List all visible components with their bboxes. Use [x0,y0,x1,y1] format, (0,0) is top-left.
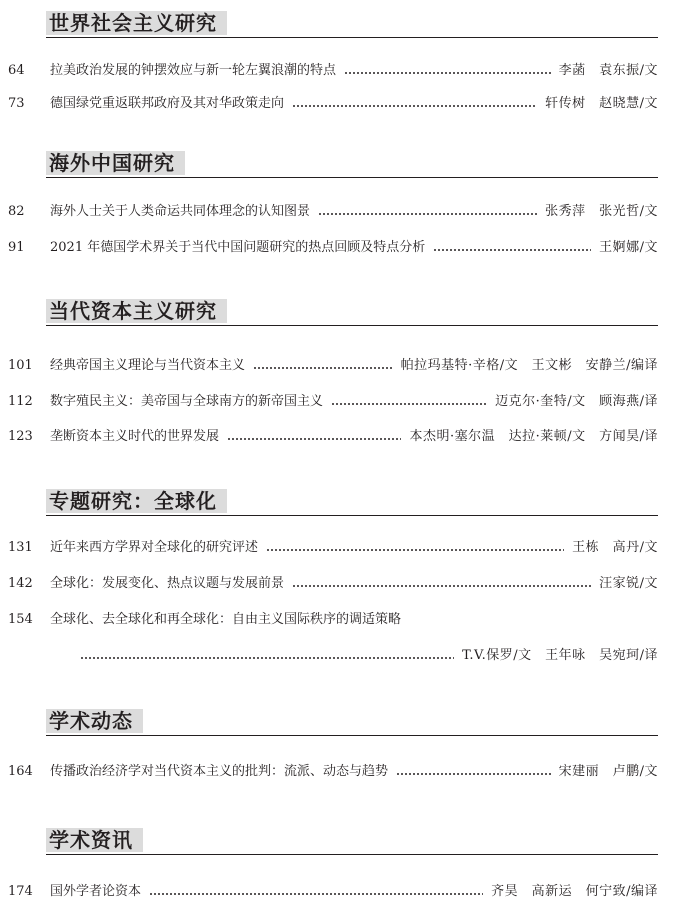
page-number: 112 [8,394,33,409]
entry-title: 海外人士关于人类命运共同体理念的认知图景 [50,204,311,219]
toc-entry[interactable] [0,882,678,902]
entry-authors: 李菡 袁东振/文 [558,63,658,78]
page-number: 131 [8,540,33,555]
toc-entry[interactable] [0,574,678,594]
entry-title: 近年来西方学界对全球化的研究评述 [50,540,259,555]
section-title: 海外中国研究 [46,151,185,175]
entry-authors: 轩传树 赵晓慧/文 [545,96,658,111]
toc-entry[interactable] [0,392,678,412]
dot-leader [80,657,454,659]
entry-title: 垄断资本主义时代的世界发展 [50,429,220,444]
dot-leader [266,549,564,551]
toc-entry[interactable] [0,427,678,447]
section-header [46,707,658,736]
entry-authors: 齐昊 高新运 何宁致/编译 [491,884,658,899]
dot-leader [396,773,551,775]
page-number: 154 [8,612,33,627]
toc-entry[interactable] [0,762,678,782]
page-number: 123 [8,429,33,444]
page-number: 101 [8,358,33,373]
toc-entry[interactable] [0,538,678,558]
toc-entry[interactable] [0,94,678,114]
entry-title: 数字殖民主义：美帝国与全球南方的新帝国主义 [50,394,324,409]
page-number: 142 [8,576,33,591]
section-title: 世界社会主义研究 [46,11,227,35]
page-number: 82 [8,204,25,219]
toc-entry[interactable] [0,202,678,222]
entry-authors: T.V.保罗/文 王年咏 吴宛珂/译 [462,648,658,663]
section-header [46,9,658,38]
dot-leader [292,585,591,587]
toc-entry[interactable] [0,61,678,81]
section-header [46,297,658,326]
page-number: 164 [8,764,33,779]
dot-leader [292,105,537,107]
entry-authors: 迈克尔·奎特/文 顾海燕/译 [495,394,658,409]
entry-title: 拉美政治发展的钟摆效应与新一轮左翼浪潮的特点 [50,63,337,78]
page-number: 73 [8,96,25,111]
dot-leader [149,893,483,895]
entry-title: 经典帝国主义理论与当代资本主义 [50,358,246,373]
toc-entry[interactable] [0,610,678,666]
entry-title: 国外学者论资本 [50,884,142,899]
entry-title: 2021 年德国学术界关于当代中国问题研究的热点回顾及特点分析 [50,240,426,255]
section-title: 专题研究：全球化 [46,489,227,513]
entry-authors: 王婀娜/文 [599,240,658,255]
entry-title: 传播政治经济学对当代资本主义的批判：流派、动态与趋势 [50,764,389,779]
entry-authors: 本杰明·塞尔温 达拉·莱顿/文 方闻昊/译 [409,429,658,444]
entry-title: 全球化、去全球化和再全球化：自由主义国际秩序的调适策略 [50,612,402,627]
entry-authors: 汪家锐/文 [599,576,658,591]
dot-leader [344,72,551,74]
toc-entry[interactable] [0,356,678,376]
dot-leader [253,367,393,369]
entry-authors: 张秀萍 张光哲/文 [545,204,658,219]
section-title: 学术资讯 [46,828,143,852]
entry-authors: 宋建丽 卢鹏/文 [558,764,658,779]
dot-leader [227,438,401,440]
dot-leader [318,213,537,215]
page-number: 91 [8,240,25,255]
dot-leader [433,249,591,251]
page-number: 64 [8,63,25,78]
entry-authors: 王栋 高丹/文 [572,540,658,555]
section-header [46,487,658,516]
toc-entry[interactable] [0,238,678,258]
page-number: 174 [8,884,33,899]
section-title: 学术动态 [46,709,143,733]
entry-title: 全球化：发展变化、热点议题与发展前景 [50,576,285,591]
section-header [46,149,658,178]
entry-title: 德国绿党重返联邦政府及其对华政策走向 [50,96,285,111]
section-title: 当代资本主义研究 [46,299,227,323]
section-header [46,826,658,855]
dot-leader [331,403,487,405]
entry-authors: 帕拉玛基特·辛格/文 王文彬 安静兰/编译 [400,358,658,373]
